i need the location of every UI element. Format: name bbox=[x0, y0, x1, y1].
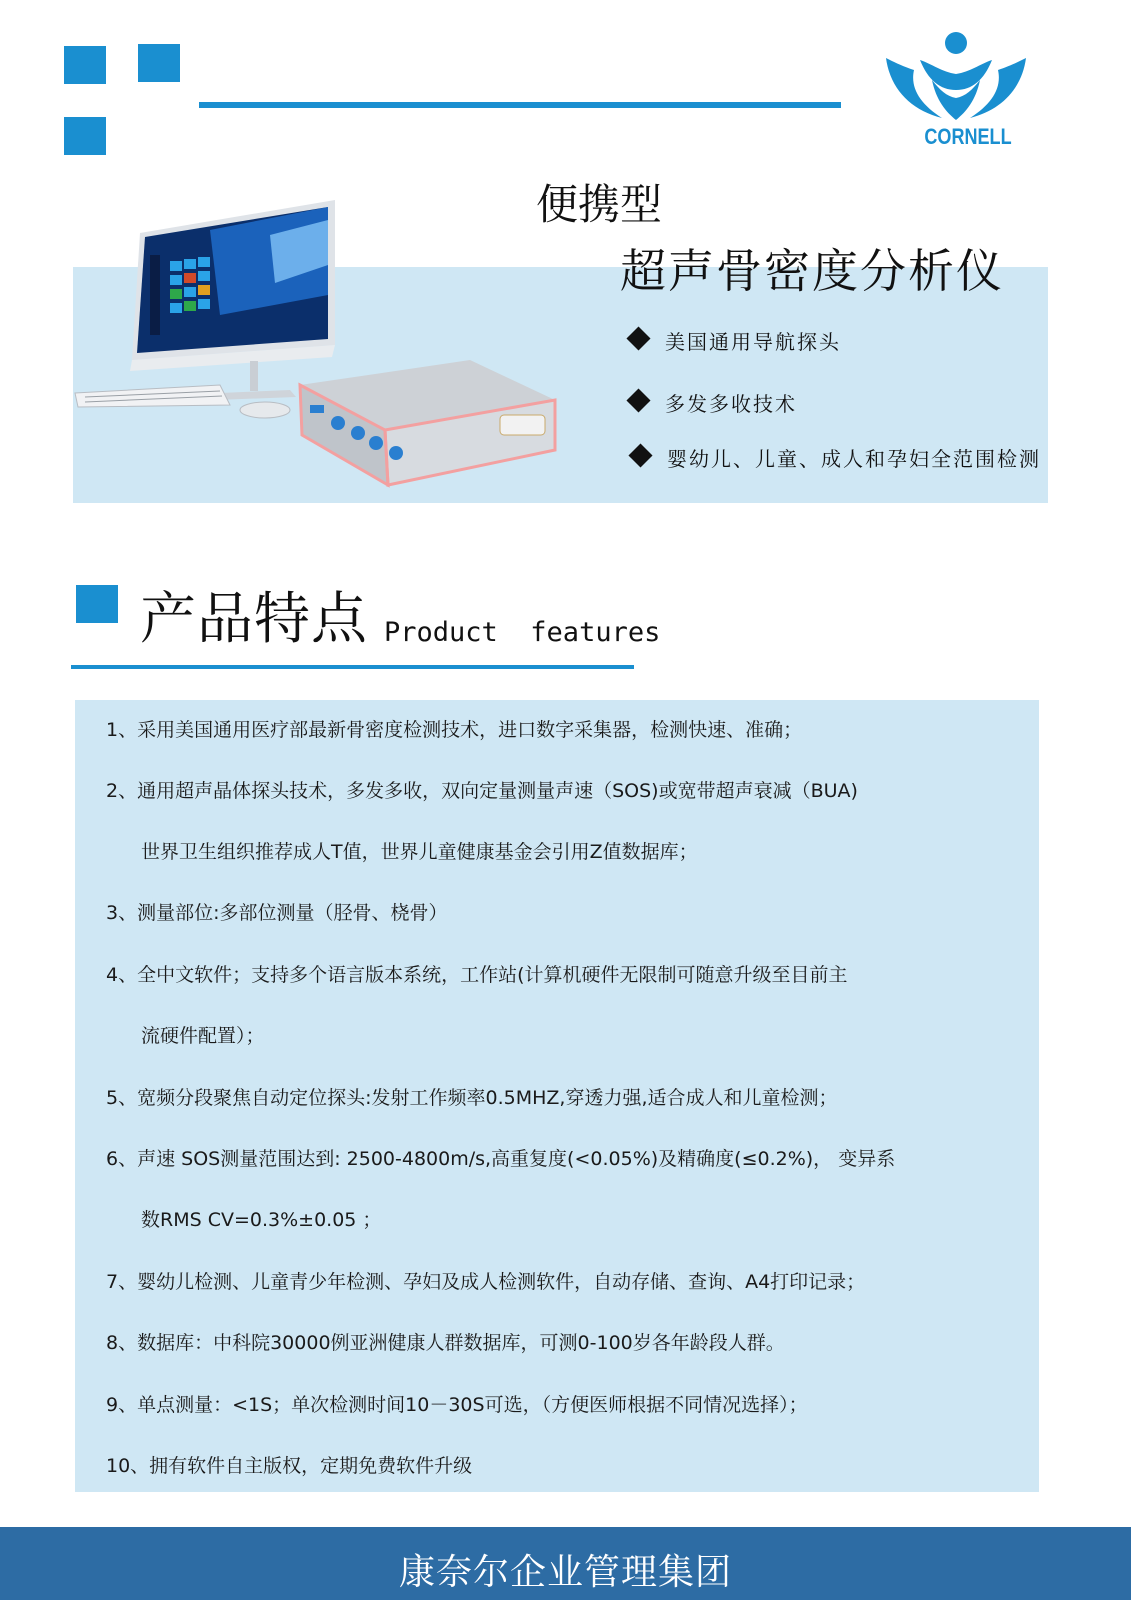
feature-item: 2、通用超声晶体探头技术，多发多收，双向定量测量声速（SOS)或宽带超声衰减（BUA) bbox=[106, 780, 858, 802]
deco-square-3 bbox=[64, 117, 106, 155]
header-rule bbox=[199, 102, 841, 108]
highlight-item: 婴幼儿、儿童、成人和孕妇全范围检测 bbox=[667, 447, 1041, 471]
feature-item-continued: 流硬件配置）； bbox=[141, 1025, 265, 1047]
feature-item-continued: 数RMS CV=0.3%±0.05 ； bbox=[141, 1209, 382, 1231]
feature-item: 3、测量部位:多部位测量（胫骨、桡骨） bbox=[106, 902, 448, 924]
feature-item: 1、采用美国通用医疗部最新骨密度检测技术，进口数字采集器，检测快速、准确； bbox=[106, 719, 803, 741]
feature-item-continued: 世界卫生组织推荐成人T值，世界儿童健康基金会引用Z值数据库； bbox=[141, 841, 698, 863]
deco-square-2 bbox=[138, 44, 180, 82]
feature-item: 4、全中文软件；支持多个语言版本系统，工作站(计算机硬件无限制可随意升级至目前主 bbox=[106, 964, 848, 986]
logo-wordmark: CORNELL bbox=[924, 124, 1012, 149]
feature-item: 6、声速 SOS测量范围达到: 2500-4800m/s,高重复度(<0.05%)及精确度(≤0.2%)， 变异系 bbox=[106, 1148, 896, 1170]
feature-item: 9、单点测量：<1S；单次检测时间10－30S可选，（方便医师根据不同情况选择）； bbox=[106, 1394, 808, 1416]
computer-device-illustration bbox=[70, 195, 590, 500]
section-marker bbox=[76, 585, 118, 623]
section-title-en: Product features bbox=[384, 617, 661, 648]
footer-company-name: 康奈尔企业管理集团 bbox=[398, 1552, 732, 1593]
feature-item: 7、婴幼儿检测、儿童青少年检测、孕妇及成人检测软件，自动存储、查询、A4打印记录； bbox=[106, 1271, 866, 1293]
hero-title-line1: 便携型 bbox=[536, 180, 663, 229]
section-title-cn: 产品特点 bbox=[140, 587, 368, 652]
highlight-item: 美国通用导航探头 bbox=[665, 330, 841, 354]
deco-square-1 bbox=[64, 46, 106, 84]
cornell-logo-icon bbox=[880, 28, 1032, 124]
feature-item: 10、拥有软件自主版权，定期免费软件升级 bbox=[106, 1455, 473, 1477]
highlight-item: 多发多收技术 bbox=[665, 392, 797, 416]
feature-item: 8、数据库：中科院30000例亚洲健康人群数据库，可测0-100岁各年龄段人群。 bbox=[106, 1332, 785, 1354]
section-underline bbox=[71, 665, 634, 669]
hero-title-line2: 超声骨密度分析仪 bbox=[620, 244, 1004, 298]
feature-item: 5、宽频分段聚焦自动定位探头:发射工作频率0.5MHZ,穿透力强,适合成人和儿童检测； bbox=[106, 1087, 838, 1109]
